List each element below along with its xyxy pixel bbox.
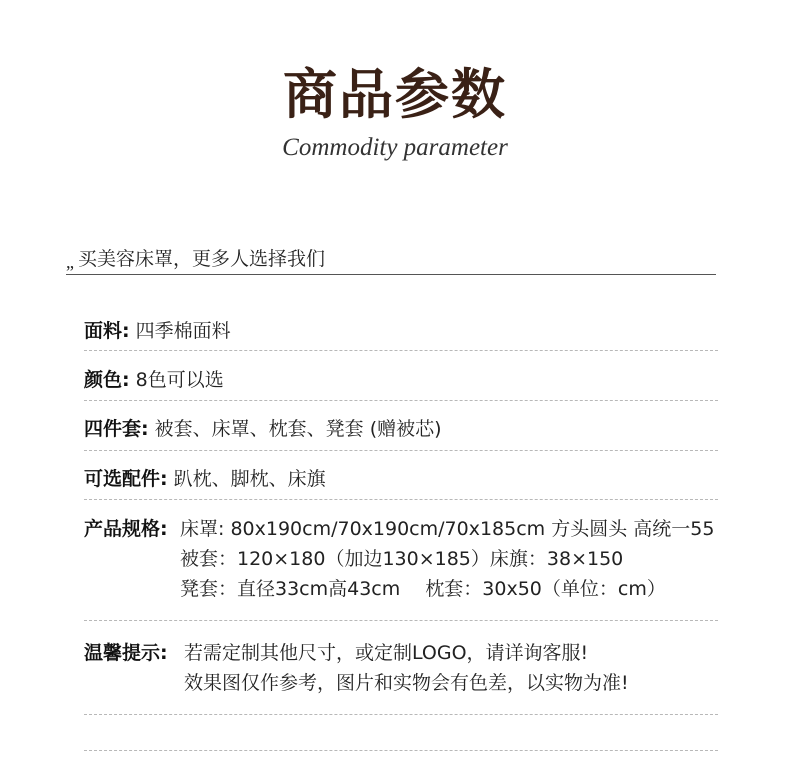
param-label: 四件套: (84, 418, 149, 440)
param-label: 颜色: (84, 369, 130, 391)
param-row-spec (84, 514, 718, 621)
param-label: 温馨提示: (84, 642, 168, 664)
bottom-divider (84, 750, 718, 751)
page-title: 商品参数 (283, 63, 507, 126)
param-label: 面料: (84, 320, 130, 342)
tips-line: 效果图仅作参考，图片和实物会有色差，以实物为准! (184, 672, 629, 694)
tips-line: 若需定制其他尺寸，或定制LOGO，请详询客服! (184, 642, 589, 664)
param-value: 被套、床罩、枕套、凳套 (赠被芯) (154, 418, 442, 440)
spec-line: 被套：120×180（加边130×185）床旗：38×150 (180, 548, 624, 570)
param-row-accessories (84, 464, 718, 500)
intro-text: 买美容床罩，更多人选择我们 (78, 248, 326, 270)
param-label: 产品规格: (84, 518, 168, 540)
param-label: 可选配件: (84, 468, 168, 490)
spec-lines (180, 514, 714, 604)
spec-line: 凳套：直径33cm高43cm 枕套：30x50（单位：cm） (180, 578, 666, 600)
param-value: 四季棉面料 (135, 320, 231, 342)
quote-mark: „ (66, 252, 74, 272)
param-value: 趴枕、脚枕、床旗 (173, 468, 326, 490)
param-row-set (84, 414, 718, 451)
param-row-color (84, 365, 718, 401)
param-value: 8色可以选 (135, 369, 224, 391)
spec-line: 床罩: 80x190cm/70x190cm/70x185cm 方头圆头 高统一55 (180, 518, 715, 540)
param-row-tips (84, 638, 718, 715)
tips-lines (184, 638, 629, 698)
param-row-fabric (84, 316, 718, 351)
intro-line (66, 246, 716, 275)
page-subtitle: Commodity parameter (282, 134, 508, 161)
